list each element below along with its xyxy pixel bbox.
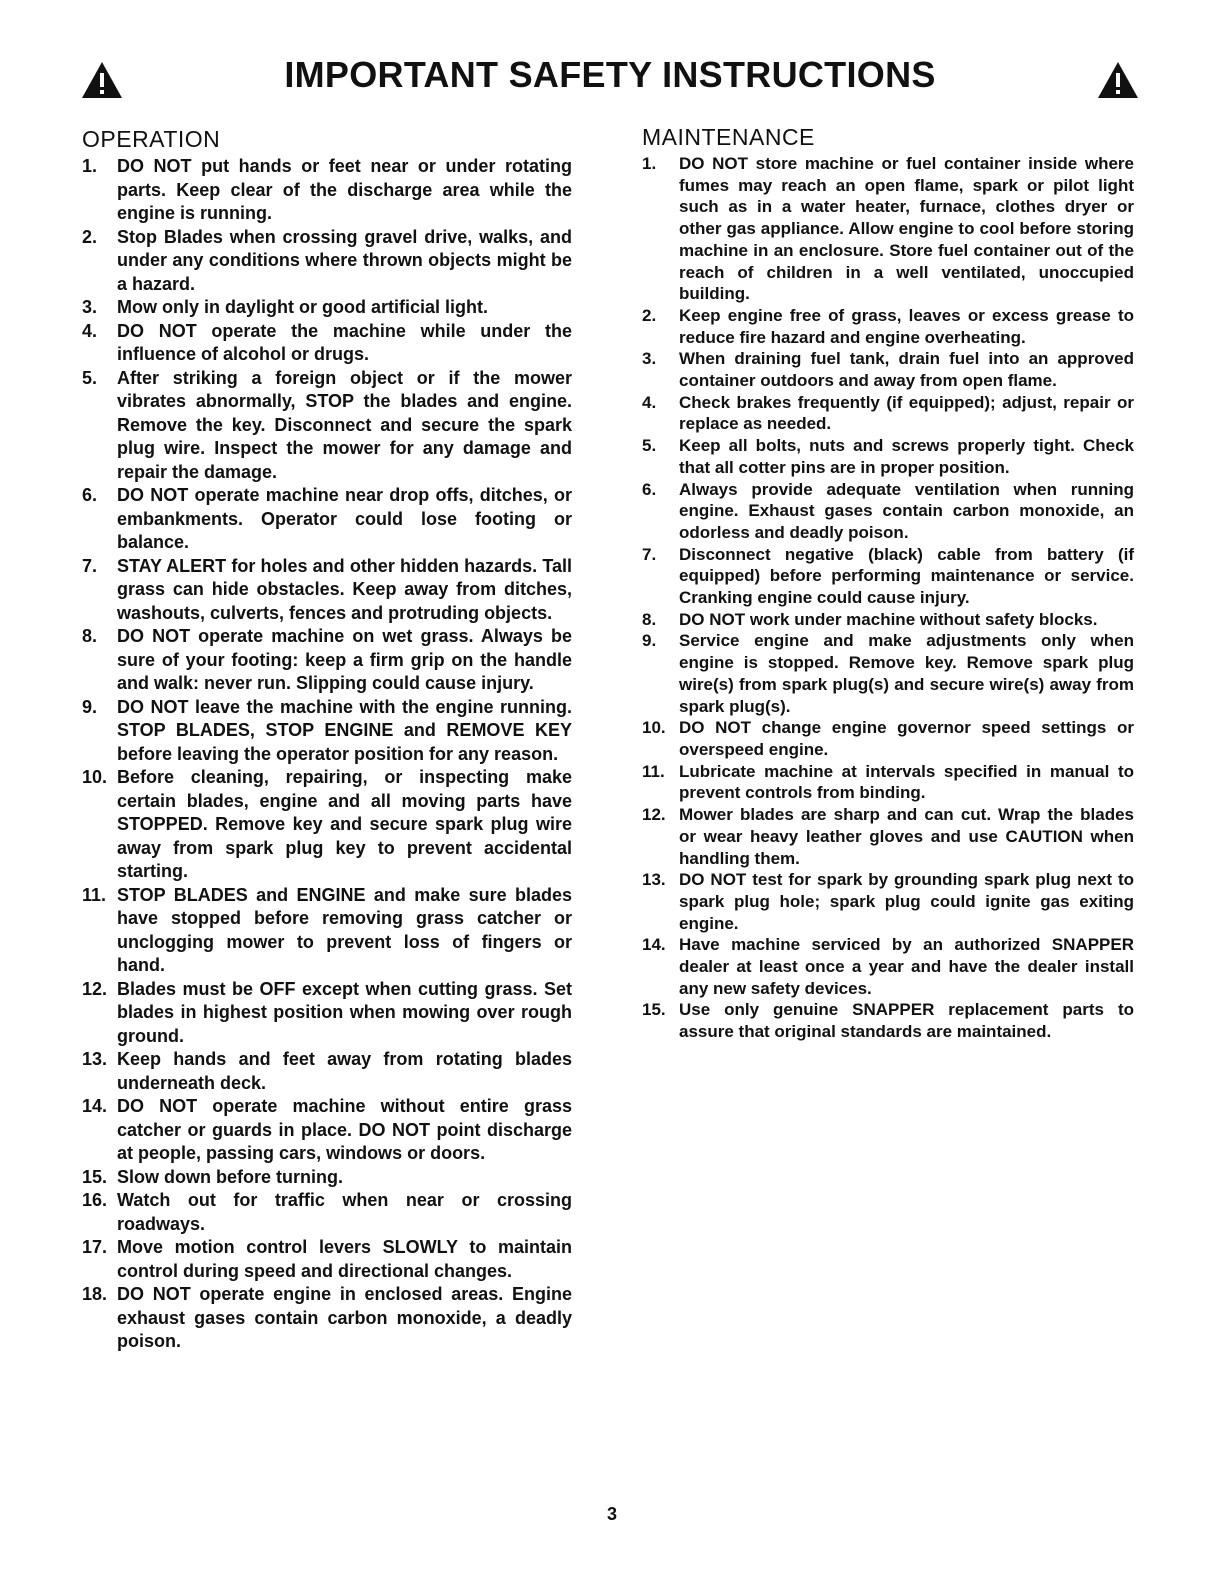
item-number: 3. — [642, 349, 657, 369]
list-item — [642, 717, 1134, 760]
item-number: 17. — [82, 1237, 108, 1257]
item-number: 2. — [642, 305, 657, 325]
item-number: 12. — [642, 805, 666, 825]
item-text: Keep hands and feet away from rotating blades underneath deck. — [117, 1049, 572, 1093]
list-item — [82, 1166, 572, 1190]
list-item — [82, 1189, 572, 1236]
item-number: 10. — [642, 718, 666, 738]
item-number: 11. — [82, 884, 107, 905]
list-item — [642, 761, 1134, 804]
list-item — [82, 155, 572, 226]
item-text: Service engine and make adjustments only when engine is stopped. Remove key. Remove spark plug wire(s) from spark plug(s) and secure wire(s) away from spark plug(s). — [679, 631, 1134, 716]
list-item — [82, 1236, 572, 1283]
list-item — [642, 153, 1134, 305]
item-number: 10. — [82, 767, 108, 787]
item-number: 1. — [82, 156, 98, 176]
item-number: 5. — [642, 436, 657, 456]
item-text: Disconnect negative (black) cable from battery (if equipped) before performing maintenance or service. Cranking engine could cause injury. — [679, 544, 1134, 608]
list-item — [82, 226, 572, 297]
item-text: Use only genuine SNAPPER replacement parts to assure that original standards are maintained. — [679, 1000, 1134, 1042]
list-item — [642, 348, 1134, 391]
item-text: DO NOT work under machine without safety blocks. — [679, 609, 1098, 629]
item-text: Before cleaning, repairing, or inspecting make certain blades, engine and all moving parts have STOPPED. Remove key and secure spark plug wire away from spark plug key to prevent accidental starting. — [117, 767, 572, 881]
item-number: 15. — [642, 1000, 666, 1020]
item-text: DO NOT operate machine without entire grass catcher or guards in place. DO NOT point discharge at people, passing cars, windows or doors. — [117, 1096, 572, 1163]
list-item — [642, 630, 1134, 717]
page-title: IMPORTANT SAFETY INSTRUCTIONS — [284, 54, 936, 95]
page-header — [80, 50, 1140, 110]
item-text: Slow down before turning. — [117, 1166, 343, 1187]
list-item — [82, 296, 572, 320]
item-text: Have machine serviced by an authorized SNAPPER dealer at least once a year and have the dealer install any new safety devices. — [679, 935, 1134, 998]
list-item — [82, 625, 572, 696]
item-text: STAY ALERT for holes and other hidden hazards. Tall grass can hide obstacles. Keep away from ditches, washouts, culverts, fences and protruding objects. — [117, 555, 572, 623]
operation-list — [82, 155, 572, 1354]
item-number: 13. — [82, 1049, 108, 1069]
list-item — [642, 544, 1134, 609]
item-number: 15. — [82, 1166, 108, 1187]
list-item — [642, 609, 1134, 631]
item-number: 6. — [82, 485, 98, 505]
item-text: DO NOT test for spark by grounding spark plug next to spark plug hole; spark plug could ignite gas exiting engine. — [679, 870, 1134, 933]
item-number: 14. — [82, 1096, 108, 1116]
warning-triangle-icon — [1096, 60, 1140, 100]
list-item — [82, 766, 572, 884]
item-text: When draining fuel tank, drain fuel into an approved container outdoors and away from open flame. — [679, 349, 1134, 391]
item-text: DO NOT change engine governor speed settings or overspeed engine. — [679, 718, 1134, 759]
item-text: Keep all bolts, nuts and screws properly tight. Check that all cotter pins are in proper position. — [679, 436, 1134, 477]
item-number: 4. — [82, 320, 98, 341]
item-text: DO NOT put hands or feet near or under rotating parts. Keep clear of the discharge area while the engine is running. — [117, 156, 572, 223]
list-item — [82, 978, 572, 1049]
list-item — [642, 804, 1134, 869]
item-number: 9. — [642, 631, 657, 651]
list-item — [642, 435, 1134, 478]
list-item — [642, 392, 1134, 435]
item-text: Watch out for traffic when near or crossing roadways. — [117, 1190, 572, 1234]
operation-heading: OPERATION — [82, 126, 221, 152]
item-text: Stop Blades when crossing gravel drive, walks, and under any conditions where thrown objects might be a hazard. — [117, 226, 572, 294]
item-text: STOP BLADES and ENGINE and make sure blades have stopped before removing grass catcher or unclogging mower to prevent loss of fingers or hand. — [117, 884, 572, 975]
item-text: Lubricate machine at intervals specified in manual to prevent controls from binding. — [679, 761, 1134, 803]
item-number: 18. — [82, 1284, 108, 1304]
item-number: 16. — [82, 1190, 108, 1210]
list-item — [82, 1283, 572, 1354]
operation-section — [82, 124, 572, 1354]
item-text: Keep engine free of grass, leaves or excess grease to reduce fire hazard and engine overheating. — [679, 305, 1134, 347]
list-item — [642, 999, 1134, 1042]
item-text: After striking a foreign object or if the mower vibrates abnormally, STOP the blades and engine. Remove the key. Disconnect and secure the spark plug wire. Inspect the mower for any damage and repair the damage. — [117, 367, 572, 482]
item-number: 7. — [642, 544, 657, 564]
item-number: 11. — [642, 761, 665, 781]
item-number: 3. — [82, 297, 98, 317]
item-number: 2. — [82, 226, 98, 247]
item-number: 8. — [82, 626, 98, 646]
page-number: 3 — [606, 1504, 617, 1524]
item-text: DO NOT operate machine near drop offs, ditches, or embankments. Operator could lose footing or balance. — [117, 485, 572, 552]
item-number: 12. — [82, 978, 108, 999]
list-item — [642, 869, 1134, 934]
list-item — [82, 1048, 572, 1095]
list-item — [82, 555, 572, 626]
item-number: 4. — [642, 392, 657, 412]
item-number: 7. — [82, 555, 98, 576]
item-text: DO NOT operate engine in enclosed areas. Engine exhaust gases contain carbon monoxide, a deadly poison. — [117, 1284, 572, 1351]
item-text: Mower blades are sharp and can cut. Wrap the blades or wear heavy leather gloves and use CAUTION when handling them. — [679, 805, 1134, 868]
list-item — [82, 367, 572, 485]
item-text: Check brakes frequently (if equipped); adjust, repair or replace as needed. — [679, 392, 1134, 434]
list-item — [82, 1095, 572, 1166]
item-text: DO NOT operate machine on wet grass. Always be sure of your footing: keep a firm grip on the handle and walk: never run. Slipping could cause injury. — [117, 626, 572, 693]
item-text: Mow only in daylight or good artificial light. — [117, 297, 488, 317]
item-number: 6. — [642, 479, 657, 499]
item-number: 14. — [642, 935, 666, 955]
item-number: 8. — [642, 609, 657, 629]
item-number: 9. — [82, 696, 98, 717]
list-item — [82, 696, 572, 767]
item-text: Move motion control levers SLOWLY to maintain control during speed and directional changes. — [117, 1237, 572, 1281]
list-item — [642, 305, 1134, 348]
item-text: DO NOT operate the machine while under the influence of alcohol or drugs. — [117, 320, 572, 364]
item-number: 5. — [82, 367, 98, 388]
maintenance-list — [642, 153, 1134, 1043]
list-item — [642, 479, 1134, 544]
item-text: Always provide adequate ventilation when running engine. Exhaust gases contain carbon monoxide, an odorless and deadly poison. — [679, 479, 1134, 542]
item-text: Blades must be OFF except when cutting grass. Set blades in highest position when mowing over rough ground. — [117, 978, 572, 1046]
maintenance-heading: MAINTENANCE — [642, 124, 815, 150]
item-number: 1. — [642, 154, 657, 173]
list-item — [642, 934, 1134, 999]
item-text: DO NOT store machine or fuel container inside where fumes may reach an open flame, spark or pilot light such as in a water heater, furnace, clothes dryer or other gas appliance. Allow engine to cool before storing machine in an enclosure. Store fuel container out of the reach of children in a well ventilated, unoccupied building. — [679, 154, 1134, 304]
list-item — [82, 884, 572, 978]
maintenance-section — [642, 124, 1134, 1043]
item-text: DO NOT leave the machine with the engine running. STOP BLADES, STOP ENGINE and REMOVE KEY before leaving the operator position for any reason. — [117, 696, 572, 764]
list-item — [82, 320, 572, 367]
item-number: 13. — [642, 870, 666, 890]
list-item — [82, 484, 572, 555]
